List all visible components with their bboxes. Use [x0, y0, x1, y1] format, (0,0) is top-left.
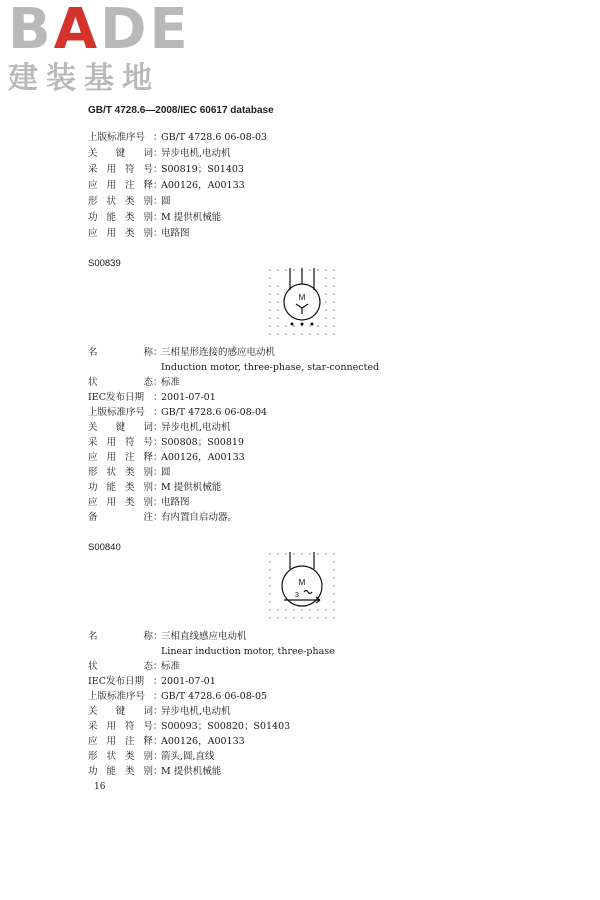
prev-standard-row: 上版标准序号 ：GB/T 4728.6 06-08-03: [88, 132, 268, 143]
svg-text:3: 3: [295, 592, 299, 599]
function-class-row: 功能类别：M 提供机械能: [88, 766, 222, 777]
iec-date-row: IEC发布日期 ：2001-07-01: [88, 392, 216, 403]
name-row: 名称：三相星形连接的感应电动机: [88, 347, 276, 358]
function-class-row: 功能类别：M 提供机械能: [88, 212, 222, 223]
iec-date-row: IEC发布日期 ：2001-07-01: [88, 676, 216, 687]
symbols-used-row: 采用符号：S00808；S00819: [88, 437, 244, 448]
page-number: 16: [94, 782, 106, 792]
application-notes-row: 应用注释：A00126，A00133: [88, 452, 245, 463]
shape-class-row: 形状类别：箭头,圆,直线: [88, 751, 215, 762]
name-english: Linear induction motor, three-phase: [161, 646, 335, 657]
linear-induction-motor-symbol: [268, 552, 340, 622]
symbols-used-row: 采用符号：S00093；S00820；S01403: [88, 721, 291, 732]
page-header: GB/T 4728.6—2008/IEC 60617 database: [88, 105, 274, 116]
application-notes-row: 应用注释：A00126，A00133: [88, 180, 245, 191]
svg-text:M: M: [298, 578, 306, 587]
remark-row: 备注：有内置自启动器。: [88, 512, 238, 523]
keywords-row: 关键词：异步电机,电动机: [88, 148, 231, 159]
application-class-row: 应用类别：电路图: [88, 497, 190, 508]
function-class-row: 功能类别：M 提供机械能: [88, 482, 222, 493]
prev-standard-row: 上版标准序号 ：GB/T 4728.6 06-08-04: [88, 407, 268, 418]
symbol-code: S00840: [88, 542, 121, 553]
application-notes-row: 应用注释：A00126，A00133: [88, 736, 245, 747]
name-english: Induction motor, three-phase, star-connected: [161, 362, 380, 373]
application-class-row: 应用类别：电路图: [88, 228, 190, 239]
shape-class-row: 形状类别：圆: [88, 196, 171, 207]
status-row: 状态：标准: [88, 377, 181, 388]
prev-standard-row: 上版标准序号 ：GB/T 4728.6 06-08-05: [88, 691, 268, 702]
shape-class-row: 形状类别：圆: [88, 467, 171, 478]
name-row: 名称：三相直线感应电动机: [88, 631, 247, 642]
keywords-row: 关键词：异步电机,电动机: [88, 706, 231, 717]
svg-text:M: M: [298, 293, 306, 302]
symbol-code: S00839: [88, 258, 121, 269]
brand-logo-subtitle: 建装基地: [8, 61, 160, 96]
brand-logo: BADE: [8, 0, 191, 62]
induction-motor-star-symbol: [268, 268, 340, 338]
status-row: 状态：标准: [88, 661, 181, 672]
keywords-row: 关键词：异步电机,电动机: [88, 422, 231, 433]
symbols-used-row: 采用符号：S00819；S01403: [88, 164, 244, 175]
